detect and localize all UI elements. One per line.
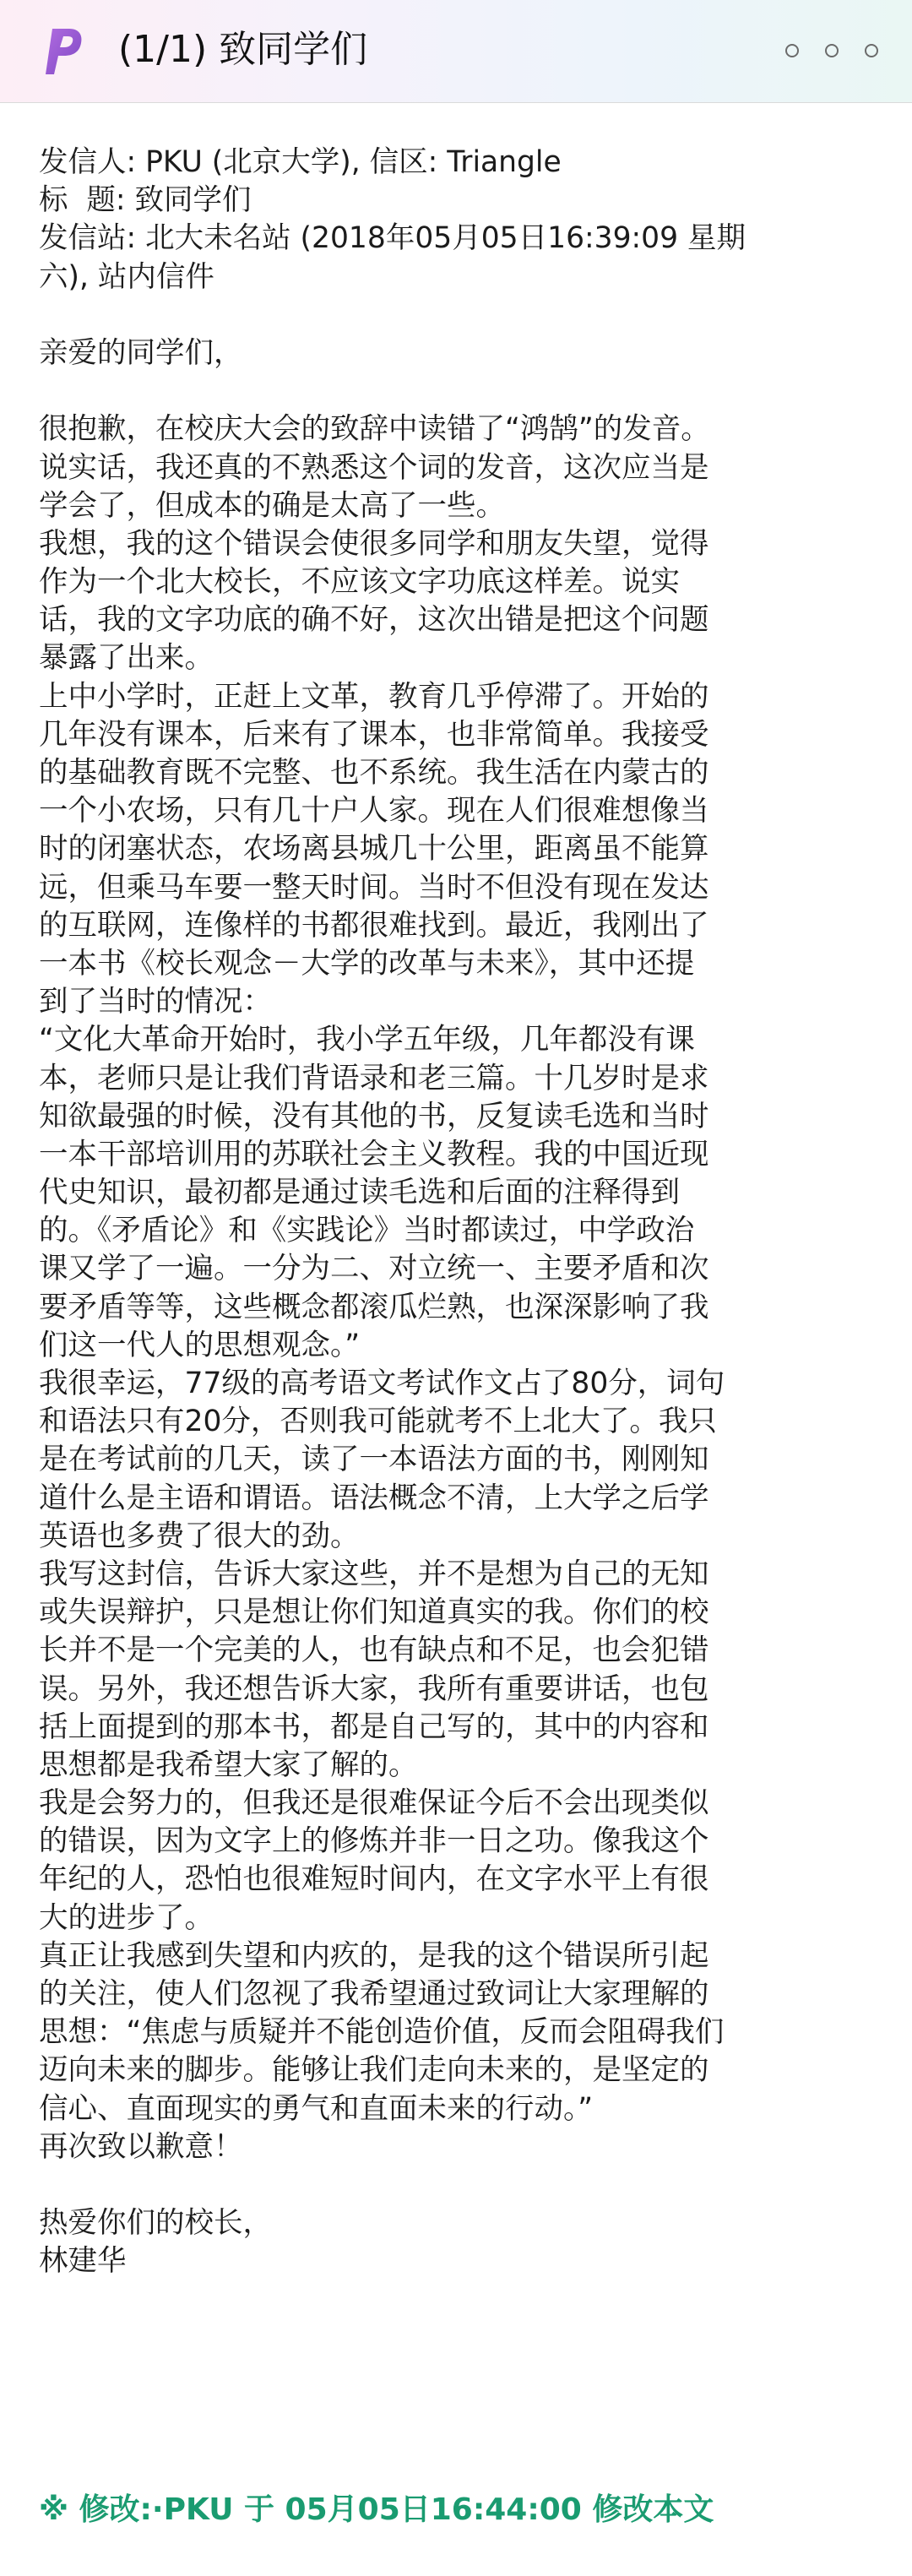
- body-line: 信心、直面现实的勇气和直面未来的行动。”: [39, 2091, 594, 2126]
- app-bar: [0, 0, 912, 103]
- closing-line: 热爱你们的校长，: [39, 2206, 272, 2241]
- body-line: 我很幸运，77级的高考语文考试作文占了80分，词句: [39, 1367, 725, 1400]
- body-line: 说实话，我还真的不熟悉这个词的发音，这次应当是: [39, 450, 709, 485]
- p-logo-icon[interactable]: [44, 25, 83, 78]
- body-line: 很抱歉，在校庆大会的致辞中读错了“鸿鹄”的发音。: [39, 412, 710, 447]
- post-header: [39, 144, 883, 296]
- body-line: 和语法只有20分，否则我可能就考不上北大了。我只: [39, 1405, 717, 1439]
- post-content: [39, 144, 883, 2281]
- modification-note: [39, 2490, 714, 2530]
- body-line: 是在考试前的几天，读了一本语法方面的书，刚刚知: [39, 1443, 709, 1477]
- body-line: 们这一代人的思想观念。”: [39, 1328, 361, 1362]
- body-line: 话，我的文字功底的确不好，这次出错是把这个问题: [39, 603, 709, 638]
- letter-body: [39, 410, 883, 2166]
- body-line: 思想：“焦虑与质疑并不能创造价值，反而会阻碍我们: [39, 2015, 725, 2050]
- body-line: 知欲最强的时候，没有其他的书，反复读毛选和当时: [39, 1099, 709, 1133]
- body-line: 的。《矛盾论》和《实践论》当时都读过，中学政治: [39, 1214, 695, 1248]
- body-line: 暴露了出来。: [39, 641, 214, 676]
- greeting: 亲爱的同学们，: [39, 335, 243, 370]
- body-line: 我是会努力的，但我还是很难保证今后不会出现类似: [39, 1786, 709, 1821]
- body-line: 迈向未来的脚步。能够让我们走向未来的，是坚定的: [39, 2053, 709, 2088]
- body-line: 要矛盾等等，这些概念都滚瓜烂熟，也深深影响了我: [39, 1290, 709, 1324]
- signature-name: 林建华: [39, 2244, 127, 2279]
- modification-text: 修改:·PKU 于 05月05日16:44:00 修改本文: [68, 2492, 714, 2527]
- body-line: 学会了，但成本的确是太高了一些。: [39, 488, 505, 523]
- more-options-icon-dot: [865, 44, 878, 57]
- spacer: [39, 2166, 883, 2204]
- more-options-icon-dot: [785, 44, 799, 57]
- body-line: 大的进步了。: [39, 1900, 214, 1935]
- body-line: 几年没有课本，后来有了课本，也非常简单。我接受: [39, 717, 709, 752]
- body-line: 到了当时的情况：: [39, 985, 272, 1019]
- body-line: 远，但乘马车要一整天时间。当时不但没有现在发达: [39, 870, 709, 905]
- page-title: (1/1) 致同学们: [118, 28, 368, 71]
- body-line: 再次致以歉意！: [39, 2129, 243, 2164]
- body-line: 本，老师只是让我们背语录和老三篇。十几岁时是求: [39, 1061, 709, 1095]
- body-line: 的关注，使人们忽视了我希望通过致词让大家理解的: [39, 1977, 709, 2011]
- body-line: 年纪的人，恐怕也很难短时间内，在文字水平上有很: [39, 1862, 709, 1897]
- body-line: 道什么是主语和谓语。语法概念不清，上大学之后学: [39, 1481, 709, 1515]
- body-line: 一个小农场，只有几十户人家。现在人们很难想像当: [39, 794, 709, 829]
- body-line: 真正让我感到失望和内疚的，是我的这个错误所引起: [39, 1938, 709, 1973]
- letter-closing: [39, 2204, 883, 2280]
- body-line: 一本干部培训用的苏联社会主义教程。我的中国近现: [39, 1137, 709, 1171]
- body-line: 我想，我的这个错误会使很多同学和朋友失望，觉得: [39, 526, 709, 561]
- body-line: 的基础教育既不完整、也不系统。我生活在内蒙古的: [39, 756, 709, 790]
- body-line: 作为一个北大校长，不应该文字功底这样差。说实: [39, 565, 680, 600]
- more-options-icon-dot: [825, 44, 839, 57]
- body-line: 的错误，因为文字上的修炼并非一日之功。像我这个: [39, 1824, 709, 1859]
- body-line: 英语也多费了很大的劲。: [39, 1519, 360, 1553]
- body-line: 代史知识，最初都是通过读毛选和后面的注释得到: [39, 1176, 680, 1210]
- body-line: 一本书《校长观念－大学的改革与未来》，其中还提: [39, 946, 695, 981]
- body-line: 误。另外，我还想告诉大家，我所有重要讲话，也包: [39, 1671, 709, 1706]
- body-line: 长并不是一个完美的人，也有缺点和不足，也会犯错: [39, 1633, 709, 1668]
- spacer: [39, 372, 883, 410]
- header-subject: 标 题: 致同学们: [39, 183, 252, 218]
- header-station: 发信站: 北大未名站 (2018年05月05日16:39:09 星期: [39, 221, 746, 256]
- body-line: 括上面提到的那本书，都是自己写的，其中的内容和: [39, 1709, 709, 1744]
- body-line: 思想都是我希望大家了解的。: [39, 1747, 418, 1782]
- body-line: 我写这封信，告诉大家这些，并不是想为自己的无知: [39, 1557, 709, 1591]
- spacer: [39, 296, 883, 334]
- header-station-cont: 六), 站内信件: [39, 259, 214, 294]
- body-line: 或失误辩护，只是想让你们知道真实的我。你们的校: [39, 1595, 709, 1630]
- more-options-button[interactable]: [785, 34, 878, 68]
- body-line: “文化大革命开始时，我小学五年级，几年都没有课: [39, 1023, 695, 1057]
- modification-mark: ※: [39, 2492, 68, 2527]
- body-line: 时的闭塞状态，农场离县城几十公里，距离虽不能算: [39, 832, 709, 867]
- body-line: 课又学了一遍。一分为二、对立统一、主要矛盾和次: [39, 1252, 709, 1286]
- body-line: 上中小学时，正赶上文革，教育几乎停滞了。开始的: [39, 679, 709, 714]
- header-sender: 发信人: PKU (北京大学), 信区: Triangle: [39, 145, 562, 179]
- body-line: 的互联网，连像样的书都很难找到。最近，我刚出了: [39, 908, 709, 943]
